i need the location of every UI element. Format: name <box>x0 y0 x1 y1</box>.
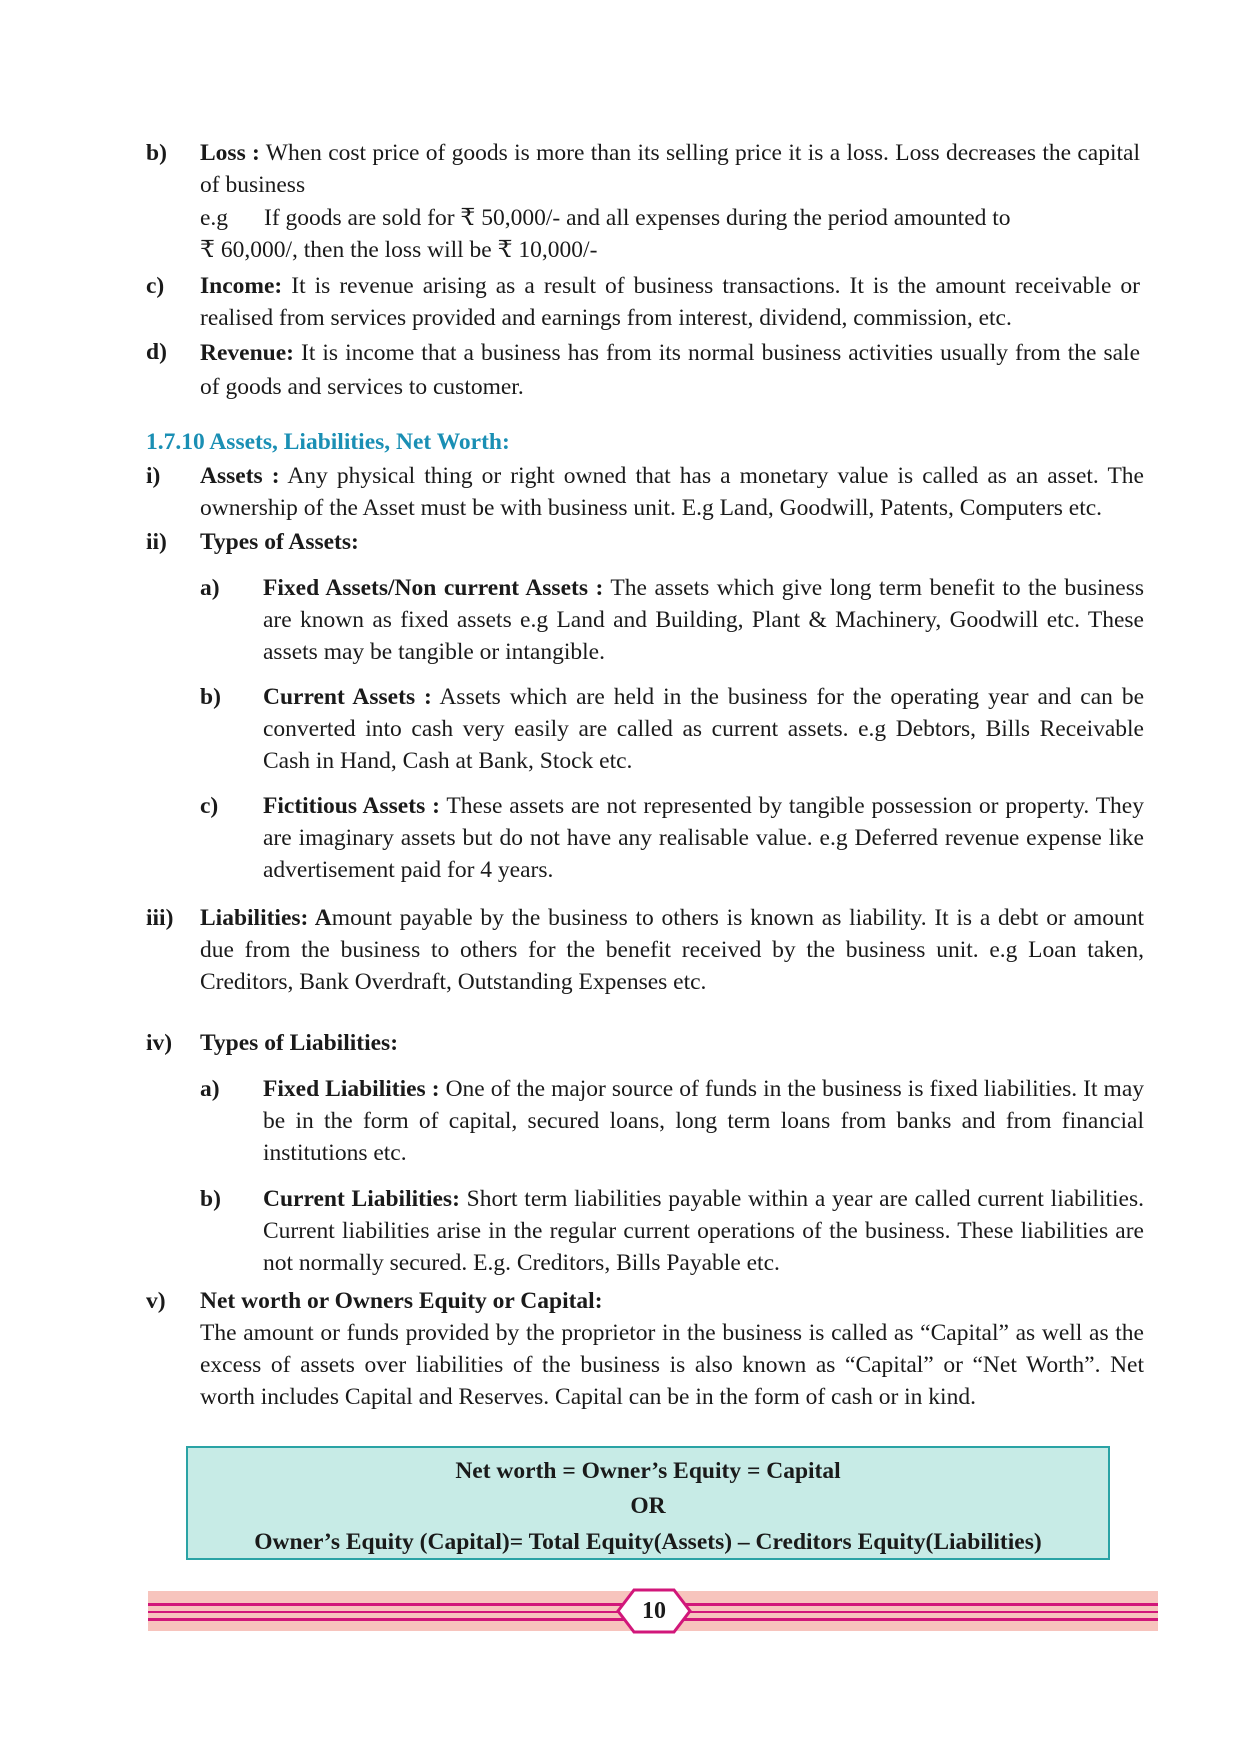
types-of-liabilities-heading: Types of Liabilities: <box>200 1030 399 1056</box>
fictitious-assets-text: These assets are not represented by tangible possession or property. They are imaginary assets but do not have any realisable value. e.g Deferred revenue expense like advertisement paid for 4 years. <box>263 793 1144 883</box>
current-liabilities-term: Current Liabilities: <box>263 1186 460 1212</box>
income-paragraph <box>200 270 1140 334</box>
types-of-assets-heading: Types of Assets: <box>200 529 359 555</box>
fixed-liabilities-paragraph <box>263 1073 1144 1169</box>
item-marker: iv) <box>146 1030 173 1056</box>
item-marker: c) <box>146 273 165 299</box>
liabilities-paragraph <box>200 902 1144 998</box>
assets-text: Any physical thing or right owned that has a monetary value is called as an asset. The ownership of the Asset must be with business unit. E.g Land, Goodwill, Patents, Computers etc. <box>200 463 1144 521</box>
income-term: Income: <box>200 273 283 299</box>
revenue-paragraph <box>200 336 1140 404</box>
fixed-assets-paragraph <box>263 572 1144 668</box>
item-marker: b) <box>200 1186 221 1212</box>
item-marker: v) <box>146 1288 166 1314</box>
fixed-assets-text: The assets which give long term benefit to the business are known as fixed assets e.g Land and Building, Plant & Machinery, Goodwill etc. These assets may be tangible or intangible. <box>263 575 1144 665</box>
item-marker: c) <box>200 793 219 819</box>
loss-eg-line1: If goods are sold for ₹ 50,000/- and all expenses during the period amounted to <box>264 205 1011 231</box>
formula-or: OR <box>630 1493 666 1519</box>
fixed-liabilities-text: One of the major source of funds in the business is fixed liabilities. It may be in the form of capital, secured loans, long term loans from banks and from financial institutions etc. <box>263 1076 1144 1166</box>
loss-term: Loss : <box>200 140 260 166</box>
item-marker: iii) <box>146 905 174 931</box>
fictitious-assets-term: Fictitious Assets : <box>263 793 440 819</box>
loss-text: When cost price of goods is more than its selling price it is a loss. Loss decreases the capital of business <box>200 140 1140 198</box>
current-liabilities-paragraph <box>263 1183 1144 1279</box>
fictitious-assets-paragraph <box>263 790 1144 886</box>
liabilities-text: mount payable by the business to others is known as liability. It is a debt or amount due from the business to others for the benefit received by the business unit. e.g Loan taken, Creditors, Bank Overdraft, Outstanding Expenses etc. <box>200 905 1145 995</box>
revenue-text: It is income that a business has from its normal business activities usually from the sale of goods and services to customer. <box>200 340 1140 400</box>
item-marker: b) <box>146 140 167 166</box>
item-marker: ii) <box>146 529 167 555</box>
assets-paragraph <box>200 460 1144 524</box>
revenue-term: Revenue: <box>200 340 294 366</box>
income-text: It is revenue arising as a result of business transactions. It is the amount receivable or realised from services provided and earnings from interest, dividend, commission, etc. <box>200 273 1140 331</box>
current-assets-text: Assets which are held in the business for the operating year and can be converted into cash very easily are called as current assets. e.g Debtors, Bills Receivable Cash in Hand, Cash at Bank, Stock etc. <box>263 684 1145 774</box>
fixed-liabilities-term: Fixed Liabilities : <box>263 1076 440 1102</box>
page-number-badge <box>614 1586 694 1636</box>
net-worth-heading: Net worth or Owners Equity or Capital: <box>200 1288 603 1314</box>
formula-line-2: Owner’s Equity (Capital)= Total Equity(Assets) – Creditors Equity(Liabilities) <box>254 1529 1042 1555</box>
item-marker: b) <box>200 684 221 710</box>
current-assets-paragraph <box>263 681 1144 777</box>
section-heading: 1.7.10 Assets, Liabilities, Net Worth: <box>146 429 510 455</box>
assets-term: Assets : <box>200 463 280 489</box>
page-number: 10 <box>642 1598 666 1624</box>
item-marker: i) <box>146 463 161 489</box>
formula-box <box>186 1446 1110 1560</box>
fixed-assets-term: Fixed Assets/Non current Assets : <box>263 575 604 601</box>
item-marker: d) <box>146 339 167 365</box>
item-marker: a) <box>200 1076 220 1102</box>
current-liabilities-text: Short term liabilities payable within a year are called current liabilities. Current liabilities arise in the regular current operations of the business. These liabilities are not normally secured. E.g. Creditors, Bills Payable etc. <box>263 1186 1145 1276</box>
net-worth-paragraph: The amount or funds provided by the proprietor in the business is called as “Capital” as well as the excess of assets over liabilities of the business is also known as “Capital” or “Net Worth”. Net worth includes Capital and Reserves. Capital can be in the form of cash or in kind. <box>200 1320 1144 1410</box>
current-assets-term: Current Assets : <box>263 684 432 710</box>
loss-eg-label: e.g <box>200 205 229 231</box>
formula-line-1: Net worth = Owner’s Equity = Capital <box>455 1458 841 1484</box>
loss-eg-line2: ₹ 60,000/, then the loss will be ₹ 10,000/- <box>200 237 598 263</box>
item-marker: a) <box>200 575 220 601</box>
liabilities-term: Liabilities: A <box>200 905 332 931</box>
loss-paragraph <box>200 137 1140 201</box>
